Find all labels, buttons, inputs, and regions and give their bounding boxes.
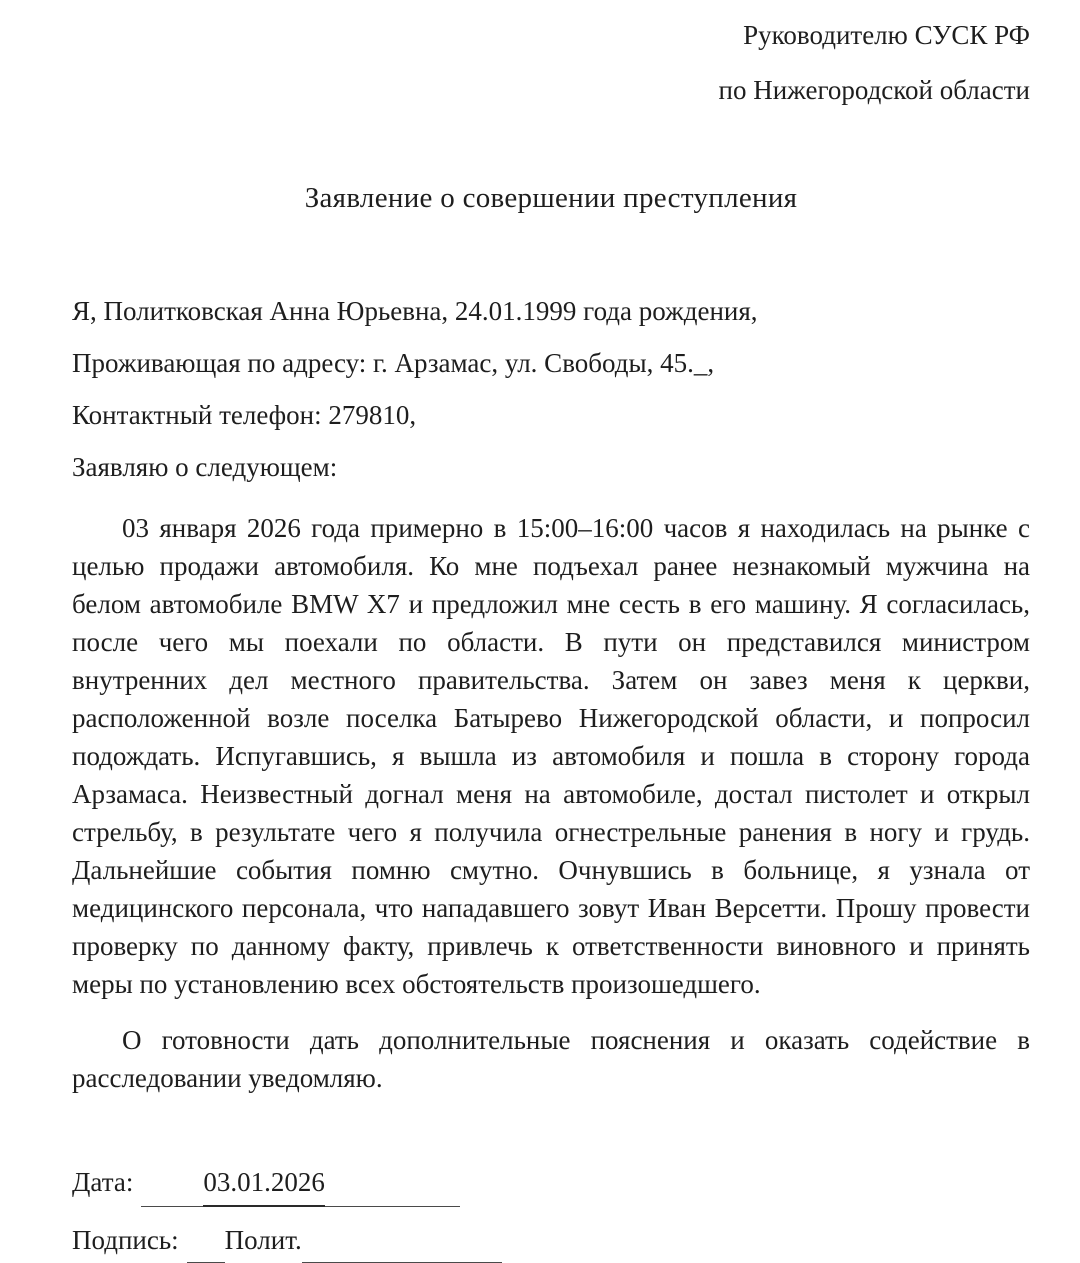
applicant-phone-line: Контактный телефон: 279810, — [72, 400, 417, 430]
signature-line-segment-left — [187, 1217, 225, 1263]
date-line-segment-left — [141, 1159, 203, 1207]
signature-row — [72, 1217, 1030, 1263]
applicant-identity-line: Я, Политковская Анна Юрьевна, 24.01.1999 года рождения, — [72, 296, 758, 326]
signature-line-segment-right — [302, 1217, 502, 1263]
applicant-info-block — [72, 285, 1030, 493]
date-line-segment-right — [325, 1159, 460, 1207]
applicant-address-line: Проживающая по адресу: г. Арзамас, ул. Свободы, 45._, — [72, 348, 715, 378]
statement-intro-line: Заявляю о следующем: — [72, 452, 338, 482]
signature-block — [72, 1159, 1030, 1263]
date-row — [72, 1159, 1030, 1207]
cooperation-paragraph: О готовности дать дополнительные пояснения и оказать содействие в расследовании уведомляю. — [72, 1025, 1030, 1093]
signature-value: Полит. — [224, 1225, 302, 1255]
document-title: Заявление о совершении преступления — [304, 182, 798, 214]
recipient-line-1: Руководителю СУСК РФ — [743, 20, 1030, 50]
signature-label: Подпись: — [72, 1225, 179, 1255]
recipient-block — [72, 22, 1030, 104]
date-value: 03.01.2026 — [203, 1159, 325, 1207]
incident-paragraph: 03 января 2026 года примерно в 15:00–16:00 часов я находилась на рынке с целью продажи автомобиля. Ко мне подъехал ранее незнакомый мужчина на белом автомобиле BMW X7 и предложил мне сесть в его машину. Я согласилась, после чего мы поехали по области. В пути он представился министром внутренних дел местного правительства. Затем он завез меня к церкви, расположенной возле поселка Батырево Нижегородской области, и попросил подождать. Испугавшись, я вышла из автомобиля и пошла в сторону города Арзамаса. Неизвестный догнал меня на автомобиле, достал пистолет и открыл стрельбу, в результате чего я получила огнестрельные ранения в ногу и грудь. Дальнейшие события помню смутно. Очнувшись в больнице, я узнала от медицинского персонала, что нападавшего зовут Иван Версетти. Прошу провести проверку по данному факту, привлечь к ответственности виновного и принять меры по установлению всех обстоятельств произошедшего. — [72, 513, 1030, 999]
recipient-line-2: по Нижегородской области — [718, 75, 1030, 105]
date-label: Дата: — [72, 1167, 134, 1197]
